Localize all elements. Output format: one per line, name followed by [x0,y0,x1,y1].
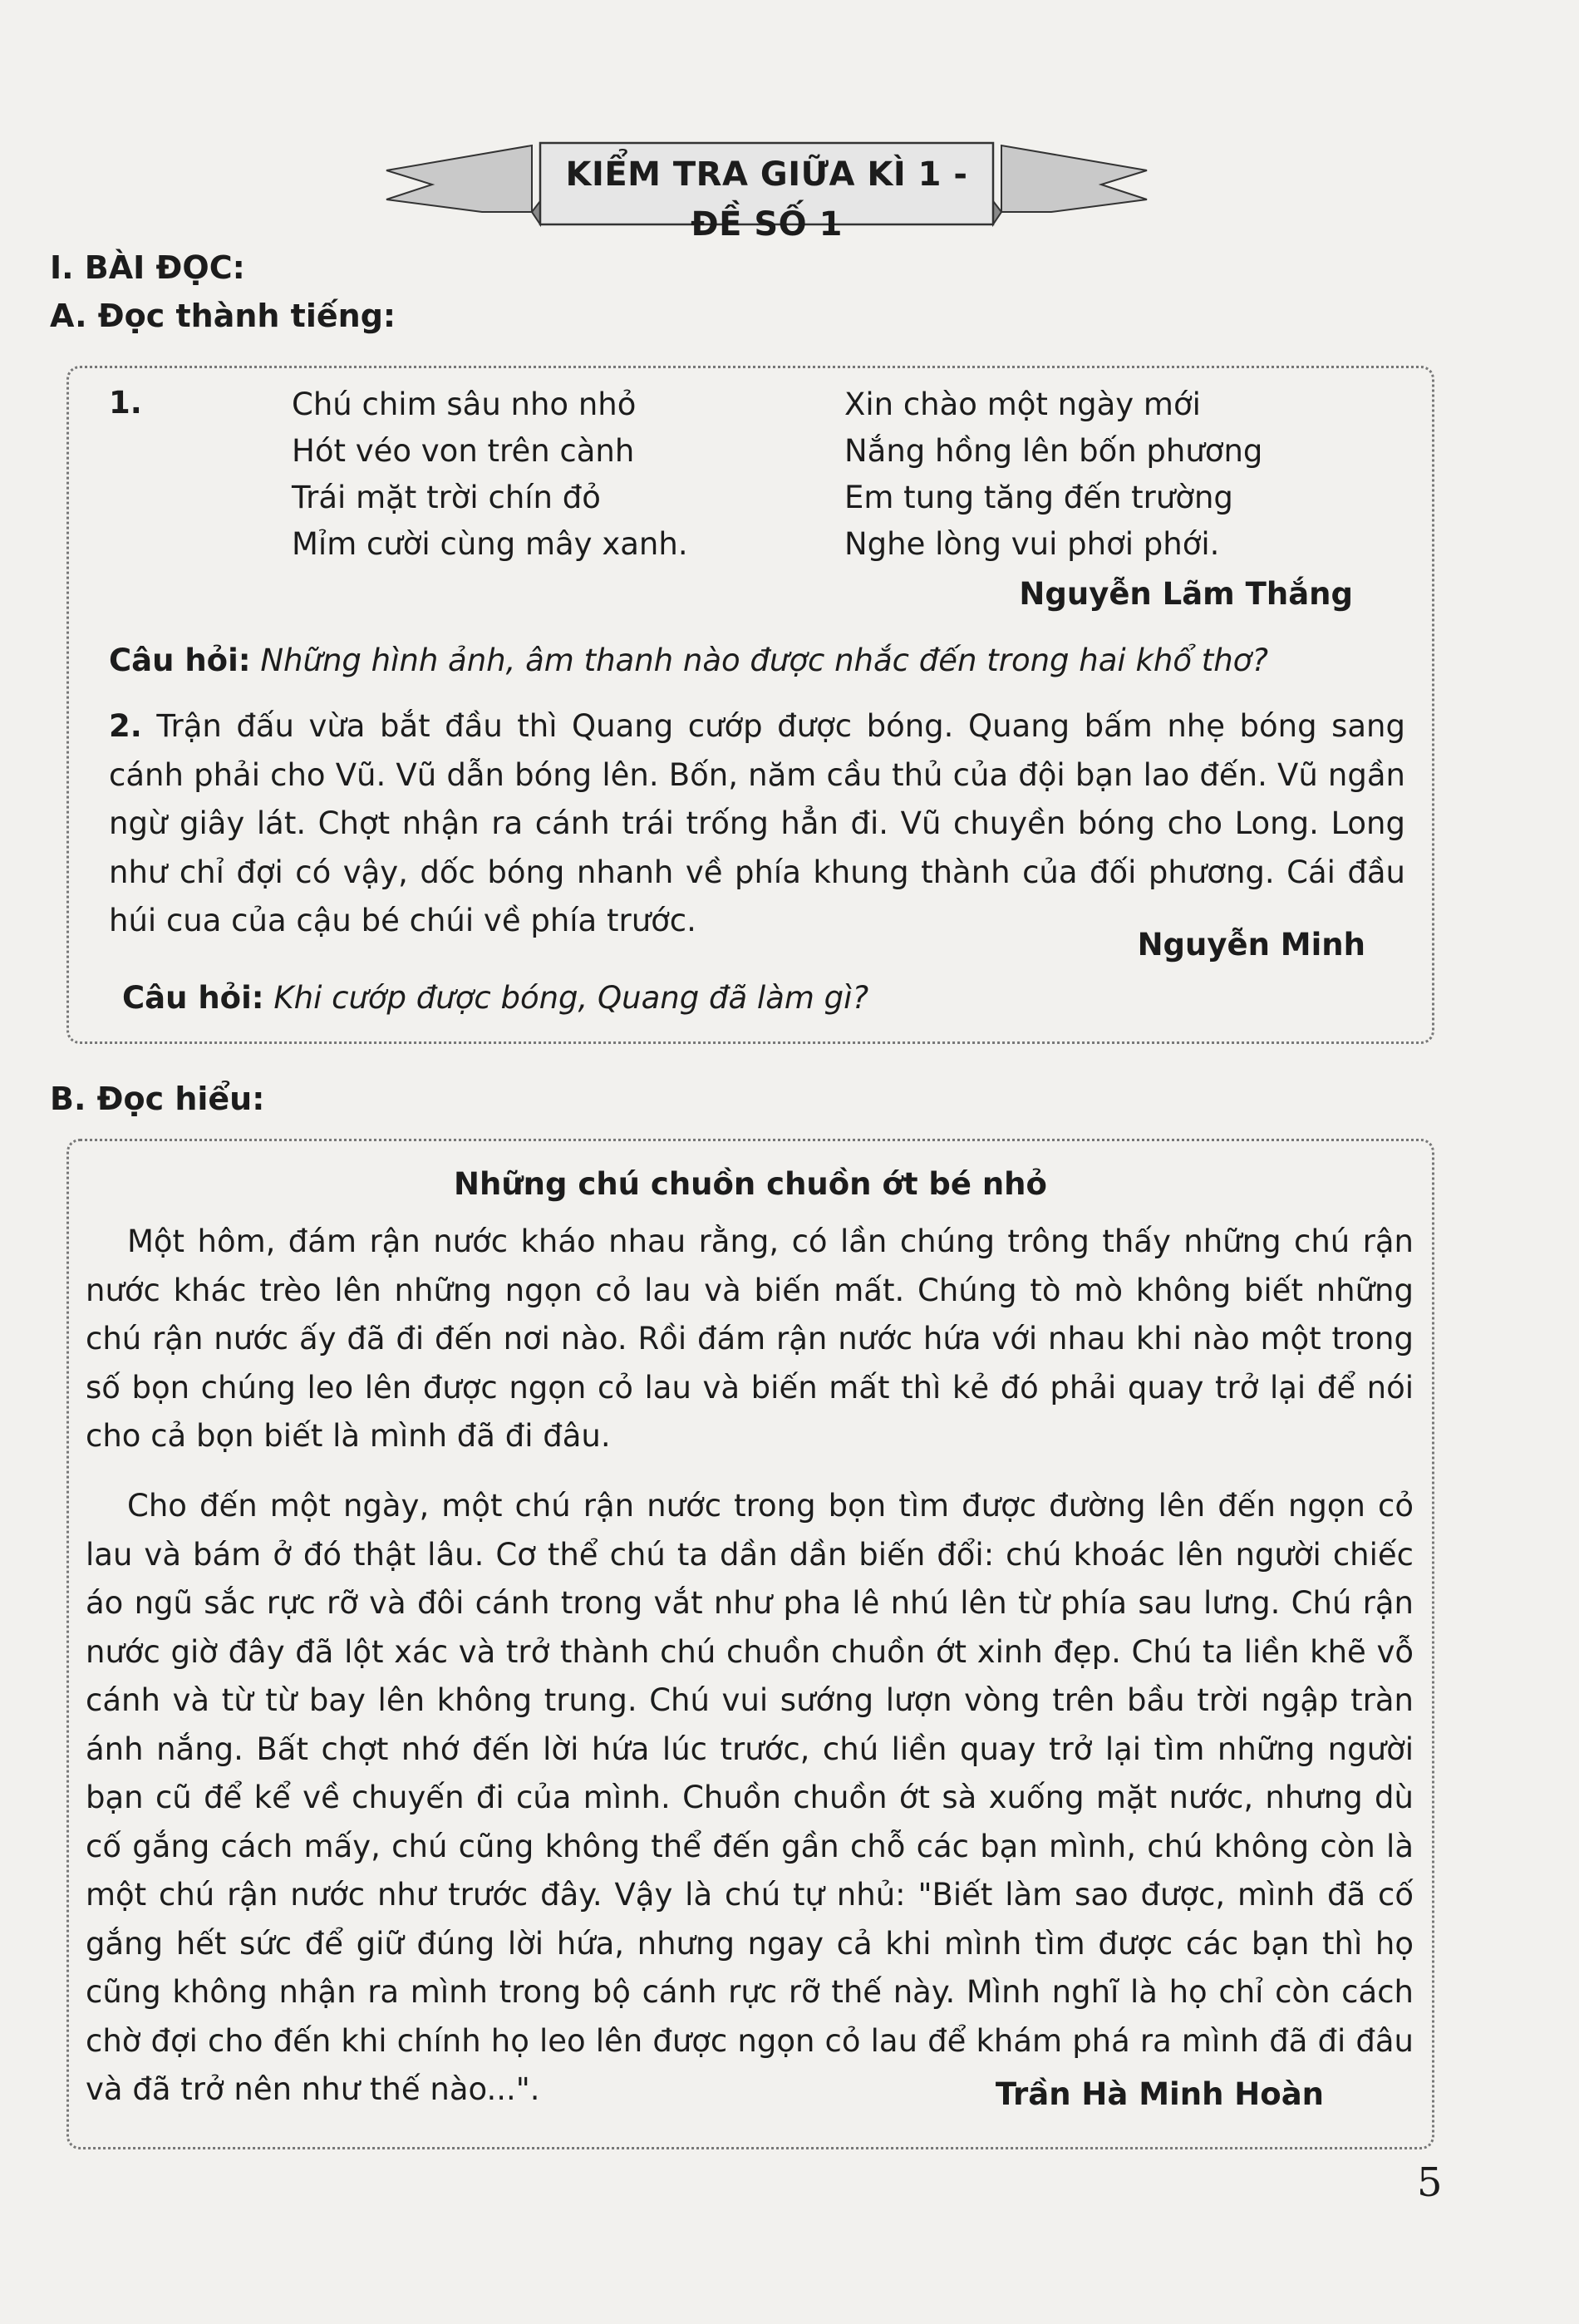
title-banner [378,125,1155,244]
question-text: Khi cướp được bóng, Quang đã làm gì? [273,980,869,1016]
poem-line: Em tung tăng đến trường [844,480,1233,515]
page-title: KIỂM TRA GIỮA KÌ 1 - ĐỀ SỐ 1 [565,155,968,244]
section-heading-read-aloud: A. Đọc thành tiếng: [50,298,396,334]
poem-line: Nắng hồng lên bốn phương [844,433,1263,469]
question-label: Câu hỏi: [122,980,264,1016]
poem-line: Xin chào một ngày mới [844,387,1201,422]
section-heading-reading: I. BÀI ĐỌC: [50,249,245,286]
passage-2 [109,702,1405,946]
story-paragraph: Một hôm, đám rận nước kháo nhau rằng, có lần chúng trông thấy những chú rận nước khác trèo lên những ngọn cỏ lau và biến mất. Chúng tò mò không biết những chú rận nước ấy đã đi đến nơi nào. Rồi đám rận nước hứa với nhau khi nào một trong số bọn chúng leo lên được ngọn cỏ lau và biến mất thì kẻ đó phải quay trở lại để nói cho cả bọn biết là mình đã đi đâu. [86,1224,1414,1454]
question-text: Những hình ảnh, âm thanh nào được nhắc đến trong hai khổ thơ? [260,643,1268,678]
story-title: Những chú chuồn chuồn ớt bé nhỏ [454,1166,1047,1202]
passage-author: Nguyễn Minh [1137,927,1365,963]
poem-line: Trái mặt trời chín đỏ [292,480,601,515]
poem-line: Mỉm cười cùng mây xanh. [292,526,688,562]
question-2 [122,980,868,1016]
story-paragraph: Cho đến một ngày, một chú rận nước trong bọn tìm được đường lên đến ngọn cỏ lau và bám ở đó thật lâu. Cơ thể chú ta dần dần biến đổi: chú khoác lên người chiếc áo ngũ sắc rực rỡ và đôi cánh trong vắt như pha lê nhú lên từ phía sau lưng. Chú rận nước giờ đây đã lột xác và trở thành chú chuồn chuồn ớt xinh đẹp. Chú ta liền khẽ vỗ cánh và từ từ bay lên không trung. Chú vui sướng lượn vòng trên bầu trời ngập tràn ánh nắng. Bất chợt nhớ đến lời hứa lúc trước, chú liền quay trở lại tìm những người bạn cũ để kể về chuyến đi của mình. Chuồn chuồn ớt sà xuống mặt nước, nhưng dù cố gắng cách mấy, chú cũng không thể đến gần chỗ các bạn mình, chú không còn là một chú rận nước như trước đây. Vậy là chú tự nhủ: "Biết làm sao được, mình đã cố gắng hết sức để giữ đúng lời hứa, nhưng ngay cả khi mình tìm được các bạn thì họ cũng không nhận ra mình trong bộ cánh rực rỡ thế này. Mình nghĩ là họ chỉ còn cách chờ đợi cho đến khi chính họ leo lên được ngọn cỏ lau để khám phá ra mình đã đi đâu và đã trở nên như thế nào...". [86,1488,1414,2107]
passage-text: Trận đấu vừa bắt đầu thì Quang cướp được bóng. Quang bấm nhẹ bóng sang cánh phải cho Vũ. Vũ dẫn bóng lên. Bốn, năm cầu thủ của đội bạn lao đến. Vũ ngần ngừ giây lát. Chợt nhận ra cánh trái trống hẳn đi. Vũ chuyền bóng cho Long. Long như chỉ đợi có vậy, dốc bóng nhanh về phía khung thành của đối phương. Cái đầu húi cua của cậu bé chúi về phía trước. [109,708,1405,938]
item-number: 1. [109,385,142,421]
story-author: Trần Hà Minh Hoàn [995,2076,1324,2112]
story-box [66,1139,1434,2149]
item-number: 2. [109,708,142,744]
question-1 [109,643,1268,678]
poem-line: Hót véo von trên cành [292,433,635,469]
poem-line: Nghe lòng vui phơi phới. [844,526,1220,562]
section-heading-comprehension: B. Đọc hiểu: [50,1081,265,1117]
poem-author: Nguyễn Lãm Thắng [1019,576,1353,612]
poem-line: Chú chim sâu nho nhỏ [292,387,637,422]
read-aloud-box [66,366,1434,1044]
page-number: 5 [1417,2159,1443,2206]
question-label: Câu hỏi: [109,643,251,678]
